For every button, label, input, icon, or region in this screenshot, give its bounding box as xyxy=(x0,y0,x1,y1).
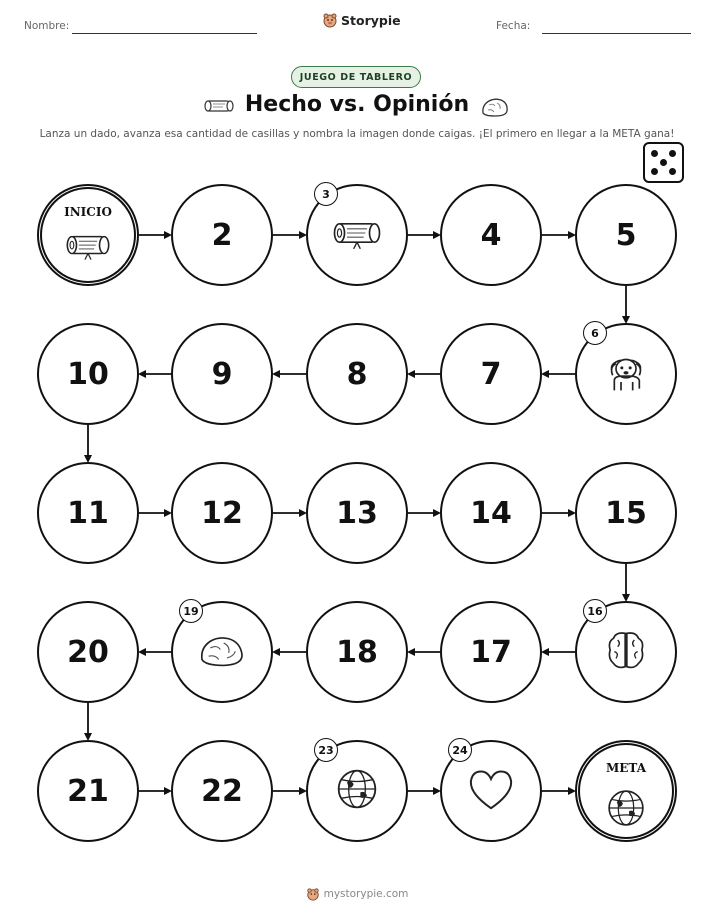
cell-number-badge: 19 xyxy=(179,599,203,623)
scroll-icon xyxy=(332,216,382,255)
cell-word: META xyxy=(605,761,646,775)
board-cell-2 xyxy=(171,184,273,286)
puppy-icon xyxy=(601,347,651,401)
footer xyxy=(0,887,714,901)
board-cell-5 xyxy=(575,184,677,286)
cell-number: 21 xyxy=(67,773,109,809)
board-cell-13 xyxy=(306,462,408,564)
page-title: Hecho vs. Opinión xyxy=(244,92,470,117)
board-cell-15 xyxy=(575,462,677,564)
cell-word: INICIO xyxy=(64,205,112,219)
cell-number: 7 xyxy=(480,356,502,392)
footer-url: mystorypie.com xyxy=(323,888,409,900)
cell-number: 14 xyxy=(470,495,512,531)
scroll-icon xyxy=(65,229,111,265)
brain-icon xyxy=(601,625,651,679)
cell-number-badge: 16 xyxy=(583,599,607,623)
board-cell-9 xyxy=(171,323,273,425)
cell-number: 13 xyxy=(336,495,378,531)
board-cell-10 xyxy=(37,323,139,425)
cell-number: 4 xyxy=(480,217,502,253)
board-cell-4 xyxy=(440,184,542,286)
globe-icon xyxy=(332,764,382,818)
board-cell-1 xyxy=(37,184,139,286)
cell-number-badge: 24 xyxy=(448,738,472,762)
cell-number: 8 xyxy=(346,356,368,392)
board-cell-22 xyxy=(171,740,273,842)
board-cell-14 xyxy=(440,462,542,564)
board-cell-25 xyxy=(575,740,677,842)
cell-number: 17 xyxy=(470,634,512,670)
board-cell-7 xyxy=(440,323,542,425)
cell-number: 10 xyxy=(67,356,109,392)
cell-number-badge: 6 xyxy=(583,321,607,345)
game-type-badge: JUEGO DE TABLERO xyxy=(291,66,421,88)
board-cell-17 xyxy=(440,601,542,703)
board-cell-18 xyxy=(306,601,408,703)
cell-number-badge: 3 xyxy=(314,182,338,206)
date-label: Fecha: xyxy=(496,20,531,32)
cell-number: 18 xyxy=(336,634,378,670)
cell-number-badge: 23 xyxy=(314,738,338,762)
board-cell-23 xyxy=(306,740,408,842)
board-cell-3 xyxy=(306,184,408,286)
cell-number: 12 xyxy=(201,495,243,531)
cell-number: 5 xyxy=(615,217,637,253)
board-cell-19 xyxy=(171,601,273,703)
cell-number: 20 xyxy=(67,634,109,670)
board-cell-24 xyxy=(440,740,542,842)
rock-icon xyxy=(197,631,247,673)
board-cell-21 xyxy=(37,740,139,842)
instructions: Lanza un dado, avanza esa cantidad de casillas y nombra la imagen donde caigas. ¡El primero en llegar a la META gana! xyxy=(39,128,675,140)
globe-icon xyxy=(603,785,649,835)
board-cell-16 xyxy=(575,601,677,703)
board-cell-6 xyxy=(575,323,677,425)
cell-number: 9 xyxy=(211,356,233,392)
board-cell-8 xyxy=(306,323,408,425)
cell-number: 2 xyxy=(211,217,233,253)
cell-number: 22 xyxy=(201,773,243,809)
board-cell-11 xyxy=(37,462,139,564)
heart-icon xyxy=(466,767,516,816)
storypie-logo-icon xyxy=(306,887,320,901)
cell-number: 15 xyxy=(605,495,647,531)
board-cell-20 xyxy=(37,601,139,703)
name-label: Nombre: xyxy=(24,20,70,32)
cell-number: 11 xyxy=(67,495,109,531)
brand-name: Storypie xyxy=(341,12,401,28)
board-cell-12 xyxy=(171,462,273,564)
